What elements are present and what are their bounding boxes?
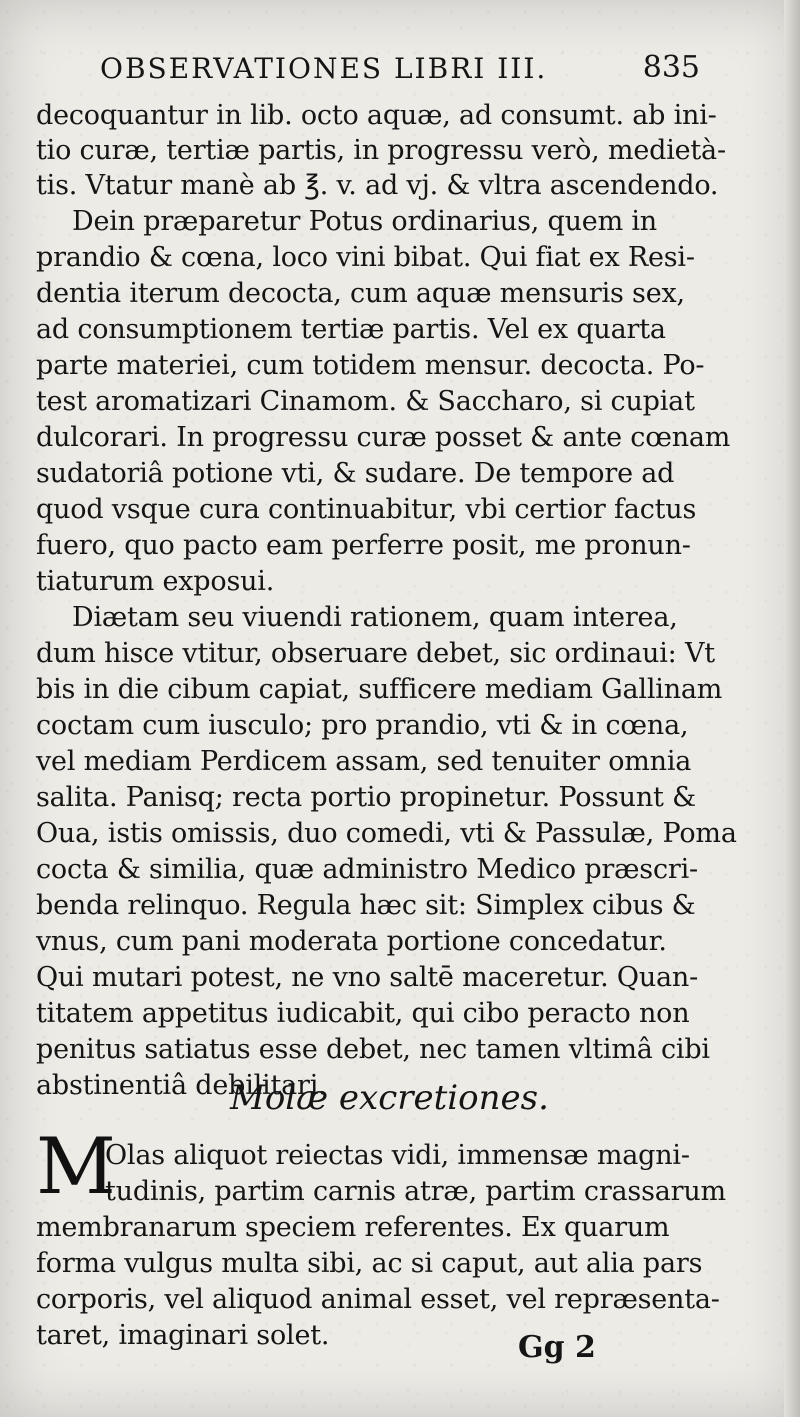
text-line: Diætam seu viuendi rationem, quam interea,	[72, 602, 678, 633]
text-line: cocta & similia, quæ administro Medico præscri-	[36, 854, 698, 885]
text-line: sudatoriâ potione vti, & sudare. De tempore ad	[36, 458, 675, 489]
signature-mark: Gg 2	[518, 1330, 596, 1365]
text-line: membranarum speciem referentes. Ex quarum	[36, 1212, 670, 1243]
text-line: Oua, istis omissis, duo comedi, vti & Passulæ, Poma	[36, 818, 737, 849]
text-line: corporis, vel aliquod animal esset, vel repræsenta-	[36, 1284, 720, 1315]
text-line: forma vulgus multa sibi, ac si caput, aut alia pars	[36, 1248, 703, 1279]
text-line: vel mediam Perdicem assam, sed tenuiter omnia	[36, 746, 692, 777]
running-head	[100, 50, 700, 90]
text-line: coctam cum iusculo; pro prandio, vti & in cœna,	[36, 710, 689, 741]
text-line: benda relinquo. Regula hæc sit: Simplex cibus &	[36, 890, 696, 921]
text-line: decoquantur in lib. octo aquæ, ad consumt. ab ini-	[36, 100, 717, 131]
text-line: abstinentiâ debilitari.	[36, 1070, 327, 1101]
text-line: Olas aliquot reiectas vidi, immensæ magni-	[105, 1140, 690, 1171]
text-line: tis. Vtatur manè ab ℥. v. ad vj. & vltra ascendendo.	[36, 170, 719, 201]
text-line: quod vsque cura continuabitur, vbi certior factus	[36, 494, 697, 525]
text-line: tio curæ, tertiæ partis, in progressu verò, medietà-	[36, 135, 726, 166]
text-line: parte materiei, cum totidem mensur. decocta. Po-	[36, 350, 705, 381]
text-line: test aromatizari Cinamom. & Saccharo, si cupiat	[36, 386, 695, 417]
text-line: penitus satiatus esse debet, nec tamen vltimâ cibi	[36, 1034, 710, 1065]
text-line: salita. Panisq; recta portio propinetur. Possunt &	[36, 782, 696, 813]
text-line: taret, imaginari solet.	[36, 1320, 330, 1351]
section-heading: Molæ excretiones.	[230, 1078, 549, 1118]
text-line: fuero, quo pacto eam perferre posit, me pronun-	[36, 530, 691, 561]
text-line: prandio & cœna, loco vini bibat. Qui fiat ex Resi-	[36, 242, 695, 273]
page-number: 835	[642, 50, 700, 85]
text-line: dulcorari. In progressu curæ posset & ante cœnam	[36, 422, 731, 453]
text-line: vnus, cum pani moderata portione concedatur.	[36, 926, 667, 957]
running-title: OBSERVATIONES LIBRI III.	[100, 52, 548, 85]
text-line: dentia iterum decocta, cum aquæ mensuris sex,	[36, 278, 685, 309]
text-line: bis in die cibum capiat, sufficere mediam Gallinam	[36, 674, 723, 705]
page-right-edge	[784, 0, 800, 1417]
text-line: titatem appetitus iudicabit, qui cibo peracto non	[36, 998, 690, 1029]
text-line: Dein præparetur Potus ordinarius, quem in	[72, 206, 657, 237]
text-line: dum hisce vtitur, obseruare debet, sic ordinaui: Vt	[36, 638, 715, 669]
drop-cap: M	[36, 1122, 116, 1212]
text-line: tiaturum exposui.	[36, 566, 275, 597]
text-line: Qui mutari potest, ne vno saltē maceretur. Quan-	[36, 962, 699, 993]
text-line: ad consumptionem tertiæ partis. Vel ex quarta	[36, 314, 666, 345]
text-line: tudinis, partim carnis atræ, partim crassarum	[105, 1176, 726, 1207]
